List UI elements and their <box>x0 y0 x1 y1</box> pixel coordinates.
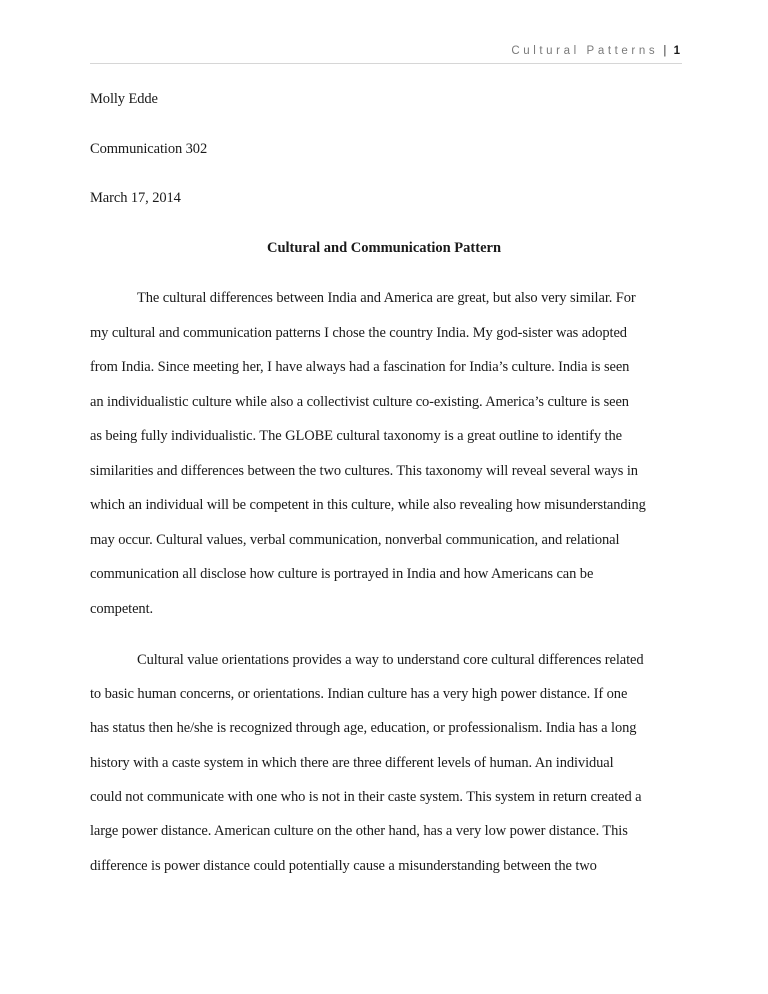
paragraph-1-line: may occur. Cultural values, verbal communication, nonverbal communication, and relational <box>90 532 620 548</box>
header-rule <box>90 63 682 64</box>
header-separator: | <box>663 45 667 57</box>
paragraph-1-line: which an individual will be competent in this culture, while also revealing how misunderstanding <box>90 497 646 513</box>
paragraph-1-line: my cultural and communication patterns I chose the country India. My god-sister was adopted <box>90 325 627 341</box>
paragraph-2-line: could not communicate with one who is not in their caste system. This system in return created a <box>90 789 642 805</box>
paragraph-2-line: difference is power distance could potentially cause a misunderstanding between the two <box>90 858 597 874</box>
paragraph-1-line: communication all disclose how culture is portrayed in India and how Americans can be <box>90 566 594 582</box>
paragraph-2-line: to basic human concerns, or orientations. Indian culture has a very high power distance. If one <box>90 686 628 702</box>
page-number: 1 <box>673 45 680 57</box>
course-name: Communication 302 <box>90 141 208 157</box>
paragraph-2-line: has status then he/she is recognized through age, education, or professionalism. India has a long <box>90 720 637 736</box>
paragraph-1-line: as being fully individualistic. The GLOBE cultural taxonomy is a great outline to identify the <box>90 428 622 444</box>
author-name: Molly Edde <box>90 91 158 107</box>
paragraph-1-line: competent. <box>90 601 154 617</box>
paragraph-2-line: history with a caste system in which there are three different levels of human. An individual <box>90 755 614 771</box>
header-title: Cultural Patterns <box>511 45 659 57</box>
running-header <box>511 45 680 57</box>
document-title: Cultural and Communication Pattern <box>266 240 502 256</box>
paragraph-2-line: Cultural value orientations provides a way to understand core cultural differences related <box>137 652 644 668</box>
paragraph-1-line: similarities and differences between the two cultures. This taxonomy will reveal several ways in <box>90 463 638 479</box>
paragraph-2-line: large power distance. American culture on the other hand, has a very low power distance. This <box>90 823 628 839</box>
paragraph-1-line: an individualistic culture while also a collectivist culture co-existing. America’s culture is seen <box>90 394 629 410</box>
paragraph-1-line: The cultural differences between India and America are great, but also very similar. For <box>137 290 636 306</box>
document-date: March 17, 2014 <box>90 190 181 206</box>
paragraph-1-line: from India. Since meeting her, I have always had a fascination for India’s culture. India is seen <box>90 359 630 375</box>
